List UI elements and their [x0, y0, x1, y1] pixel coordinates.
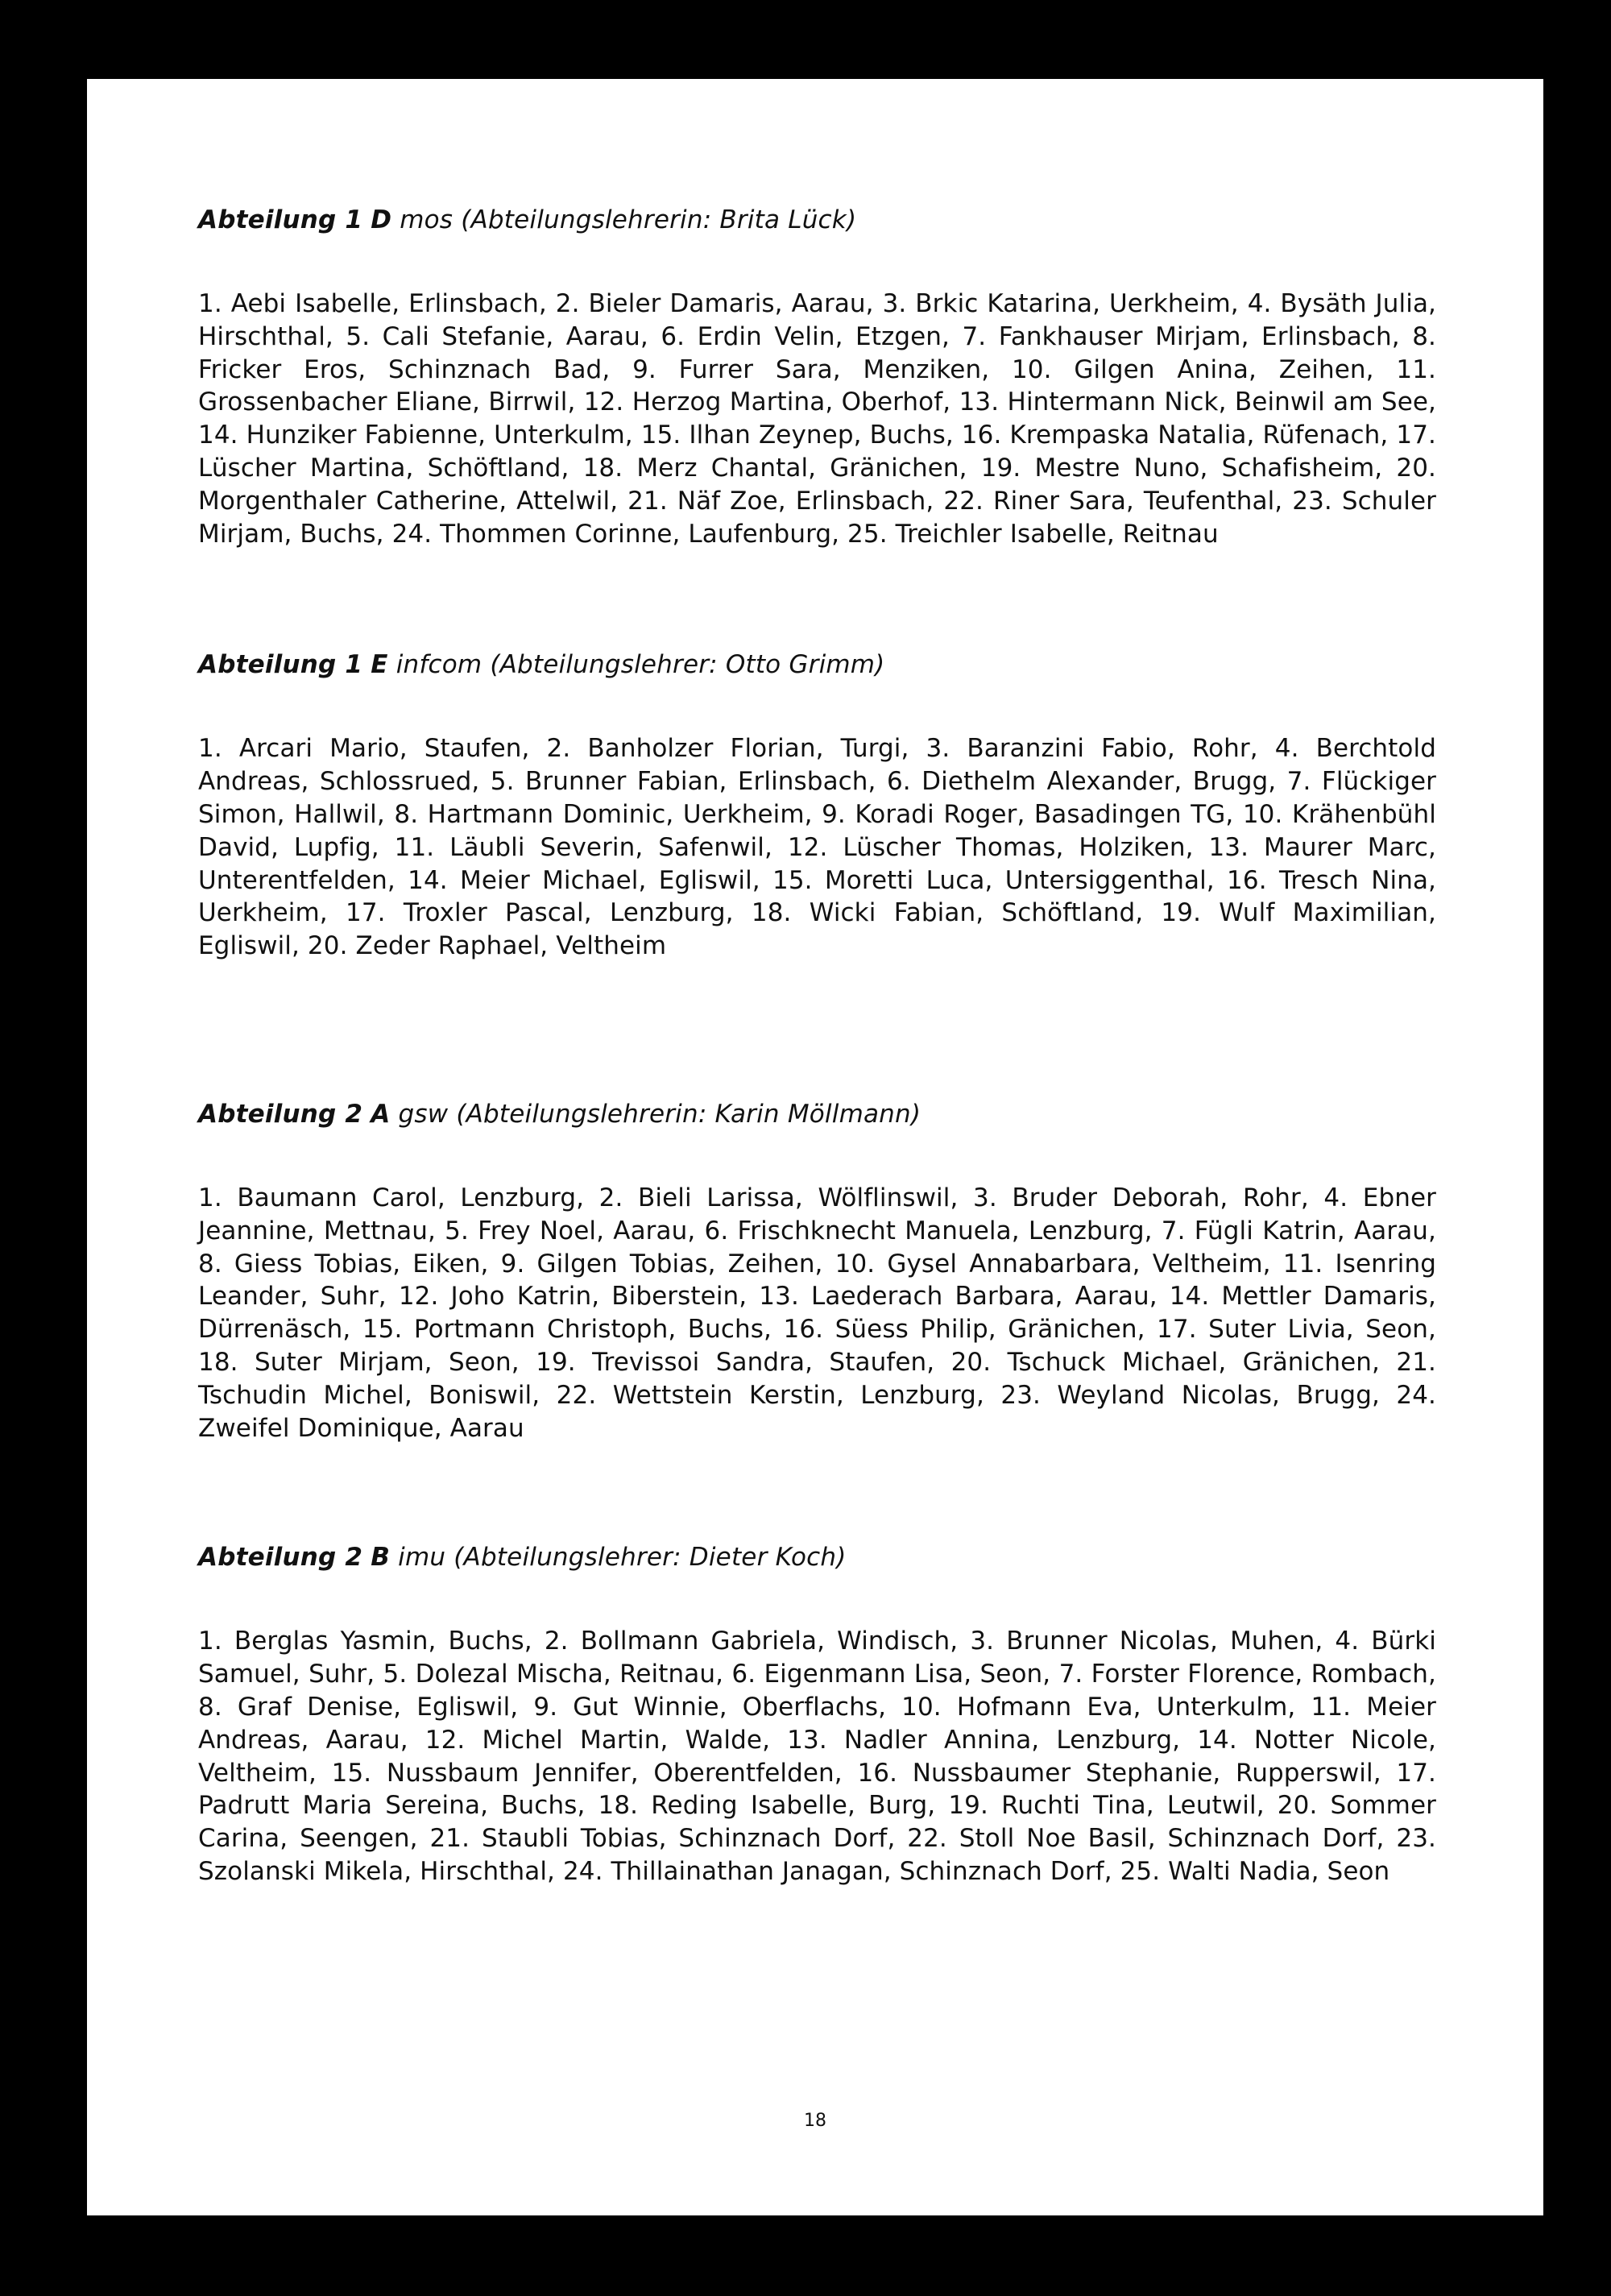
section-heading	[198, 649, 1436, 681]
section-heading	[198, 204, 1436, 236]
section-code: A	[371, 1099, 391, 1129]
section-subtitle: infcom (Abteilungslehrer: Otto Grimm)	[396, 650, 885, 680]
section-label: Abteilung 2	[198, 1099, 363, 1129]
student-list: 1. Arcari Mario, Staufen, 2. Banholzer Florian, Turgi, 3. Baranzini Fabio, Rohr, 4. Berchtold Andreas, Schlossrued, 5. Brunner Fabian, Erlinsbach, 6. Diethelm Alexander, Brugg, 7. Flückiger Simon, Hallwil, 8. Hartmann Dominic, Uerkheim, 9. Koradi Roger, Basadingen TG, 10. Krähenbühl David, Lupfig, 11. Läubli Severin, Safenwil, 12. Lüscher Thomas, Holziken, 13. Maurer Marc, Unterentfelden, 14. Meier Michael, Egliswil, 15. Moretti Luca, Untersiggenthal, 16. Tresch Nina, Uerkheim, 17. Troxler Pascal, Lenzburg, 18. Wicki Fabian, Schöftland, 19. Wulf Maximilian, Egliswil, 20. Zeder Raphael, Veltheim	[198, 734, 1436, 961]
class-section-2a	[198, 1098, 1436, 1444]
section-label: Abteilung 1	[198, 650, 363, 680]
student-list: 1. Berglas Yasmin, Buchs, 2. Bollmann Gabriela, Windisch, 3. Brunner Nicolas, Muhen, 4. Bürki Samuel, Suhr, 5. Dolezal Mischa, Reitnau, 6. Eigenmann Lisa, Seon, 7. Forster Florence, Rombach, 8. Graf Denise, Egliswil, 9. Gut Winnie, Oberflachs, 10. Hofmann Eva, Unterkulm, 11. Meier Andreas, Aarau, 12. Michel Martin, Walde, 13. Nadler Annina, Lenzburg, 14. Notter Nicole, Veltheim, 15. Nussbaum Jennifer, Oberentfelden, 16. Nussbaumer Stephanie, Rupperswil, 17. Padrutt Maria Sereina, Buchs, 18. Reding Isabelle, Burg, 19. Ruchti Tina, Leutwil, 20. Sommer Carina, Seengen, 21. Staubli Tobias, Schinznach Dorf, 22. Stoll Noe Basil, Schinznach Dorf, 23. Szolanski Mikela, Hirschthal, 24. Thillainathan Janagan, Schinznach Dorf, 25. Walti Nadia, Seon	[198, 1627, 1436, 1886]
section-code: D	[371, 205, 392, 234]
student-list: 1. Aebi Isabelle, Erlinsbach, 2. Bieler Damaris, Aarau, 3. Brkic Katarina, Uerkheim, 4. Bysäth Julia, Hirschthal, 5. Cali Stefanie, Aarau, 6. Erdin Velin, Etzgen, 7. Fankhauser Mirjam, Erlinsbach, 8. Fricker Eros, Schinznach Bad, 9. Furrer Sara, Menziken, 10. Gilgen Anina, Zeihen, 11. Grossenbacher Eliane, Birrwil, 12. Herzog Martina, Oberhof, 13. Hintermann Nick, Beinwil am See, 14. Hunziker Fabienne, Unterkulm, 15. Ilhan Zeynep, Buchs, 16. Krempaska Natalia, Rüfenach, 17. Lüscher Martina, Schöftland, 18. Merz Chantal, Gränichen, 19. Mestre Nuno, Schafisheim, 20. Morgenthaler Catherine, Attelwil, 21. Näf Zoe, Erlinsbach, 22. Riner Sara, Teufenthal, 23. Schuler Mirjam, Buchs, 24. Thommen Corinne, Laufenburg, 25. Treichler Isabelle, Reitnau	[198, 289, 1436, 549]
class-section-1d	[198, 204, 1436, 550]
student-list: 1. Baumann Carol, Lenzburg, 2. Bieli Larissa, Wölflinswil, 3. Bruder Deborah, Rohr, 4. Ebner Jeannine, Mettnau, 5. Frey Noel, Aarau, 6. Frischknecht Manuela, Lenzburg, 7. Fügli Katrin, Aarau, 8. Giess Tobias, Eiken, 9. Gilgen Tobias, Zeihen, 10. Gysel Annabarbara, Veltheim, 11. Isenring Leander, Suhr, 12. Joho Katrin, Biberstein, 13. Laederach Barbara, Aarau, 14. Mettler Damaris, Dürrenäsch, 15. Portmann Christoph, Buchs, 16. Süess Philip, Gränichen, 17. Suter Livia, Seon, 18. Suter Mirjam, Seon, 19. Trevissoi Sandra, Staufen, 20. Tschuck Michael, Gränichen, 21. Tschudin Michel, Boniswil, 22. Wettstein Kerstin, Lenzburg, 23. Weyland Nicolas, Brugg, 24. Zweifel Dominique, Aarau	[198, 1183, 1436, 1443]
section-code: E	[371, 650, 388, 680]
document-page	[87, 79, 1543, 2215]
class-section-2b	[198, 1541, 1436, 1888]
section-heading	[198, 1098, 1436, 1130]
section-subtitle: mos (Abteilungslehrerin: Brita Lück)	[400, 205, 857, 234]
section-subtitle: imu (Abteilungslehrer: Dieter Koch)	[398, 1543, 847, 1573]
page-number: 18	[804, 2111, 826, 2131]
section-label: Abteilung 1	[198, 205, 363, 234]
section-code: B	[371, 1543, 391, 1573]
class-section-1e	[198, 649, 1436, 963]
section-label: Abteilung 2	[198, 1543, 363, 1573]
section-heading	[198, 1541, 1436, 1573]
section-subtitle: gsw (Abteilungslehrerin: Karin Möllmann)	[398, 1099, 921, 1129]
